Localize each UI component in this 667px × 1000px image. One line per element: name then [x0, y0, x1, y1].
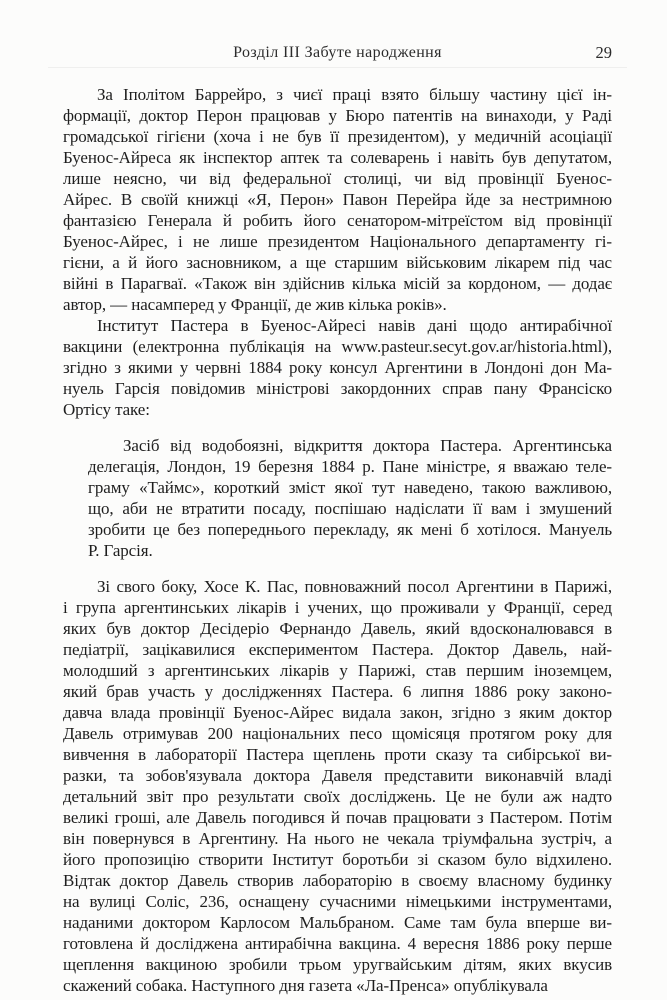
text-line: гієни, а й його засновником, а ще старшим військовим лікарем під час: [63, 253, 612, 272]
text-line: Ортісу таке:: [63, 400, 150, 419]
text-line: делегація, Лондон, 19 березня 1884 р. Пане міністре, я вважаю теле-: [88, 457, 612, 476]
text-line: зробити це без попереднього перекладу, як мені б хотілося. Мануель: [88, 520, 612, 539]
text-line: що, аби не втратити посаду, поспішаю надіслати її вам і змушений: [88, 499, 612, 518]
text-line: разки, та зобов'язувала доктора Давеля представити виконавчій владі: [63, 766, 612, 785]
text-line: він повернувся в Аргентину. На нього не чекала тріумфальна зустріч, а: [63, 829, 612, 848]
text-line: скажений собака. Наступного дня газета «Ла-Пренса» опублікувала: [63, 976, 548, 995]
blockquote-paragraph: [88, 435, 612, 561]
text-line: нуель Гарсія повідомив міністрові закордонних справ пану Франсіско: [63, 379, 612, 398]
text-line: Засіб від водобоязні, відкриття доктора Пастера. Аргентинська: [123, 436, 612, 455]
page-number: 29: [595, 43, 612, 62]
text-line: фантазією Генерала й робить його сенатором-мітреїстом від провінції: [63, 211, 612, 230]
text-line: граму «Таймс», короткий зміст якої тут наведено, такою важливою,: [88, 478, 612, 497]
text-line: Буенос-Айреса як інспектор аптек та солеварень і навіть був депутатом,: [63, 148, 612, 167]
text-line: Давель отримував 200 національних песо щомісяця протягом року для: [63, 724, 612, 743]
text-line: детальний звіт про результати своїх досліджень. Це не були аж надто: [63, 787, 612, 806]
text-line: Зі свого боку, Хосе К. Пас, повноважний посол Аргентини в Парижі,: [97, 577, 612, 596]
text-line: війні в Парагваї. «Також він здійснив кілька місій за кордоном, — додає: [63, 274, 612, 293]
text-line: згідно з якими у червні 1884 року консул Аргентини в Лондоні дон Ма-: [63, 358, 612, 377]
text-line: Буенос-Айрес, і не лише президентом Національного департаменту гі-: [63, 232, 612, 251]
text-line: і група аргентинських лікарів і учених, що проживали у Франції, серед: [63, 598, 612, 617]
text-line: Інститут Пастера в Буенос-Айресі навів дані щодо антирабічної: [97, 316, 612, 335]
text-line: готовлена й досліджена антирабічна вакцина. 4 вересня 1886 року перше: [63, 934, 612, 953]
text-line: За Іполітом Баррейро, з чиєї праці взято більшу частину цієї ін-: [97, 85, 612, 104]
text-line: який брав участь у дослідженнях Пастера. 6 липня 1886 року законо-: [63, 682, 612, 701]
body-paragraph: [63, 576, 612, 996]
text-line: вивчення в лабораторії Пастера щеплень проти сказу та сибірської ви-: [63, 745, 612, 764]
text-line: вакцини (електронна публікація на www.pasteur.secyt.gov.ar/historia.html),: [63, 337, 612, 356]
text-line: яких був доктор Десідеріо Фернандо Давель, який вдосконалювався в: [63, 619, 612, 638]
text-line: давча влада провінції Буенос-Айрес видала закон, згідно з яким доктор: [63, 703, 612, 722]
page-header: [63, 44, 612, 66]
text-block: [63, 84, 612, 996]
running-title: Розділ III Забуте народження: [233, 44, 442, 61]
body-paragraph: [63, 315, 612, 420]
text-line: наданими доктором Карлосом Мальбраном. Саме там була вперше ви-: [63, 913, 612, 932]
text-line: Р. Гарсія.: [88, 541, 153, 560]
text-line: великі гроші, але Давель погодився й почав працювати з Пастером. Потім: [63, 808, 612, 827]
text-line: Відтак доктор Давель створив лабораторію в своєму власному будинку: [63, 871, 612, 890]
text-line: формації, доктор Перон працював у Бюро патентів на винаходи, у Раді: [63, 106, 612, 125]
text-line: молодший з аргентинських лікарів у Парижі, став першим іноземцем,: [63, 661, 612, 680]
text-line: щеплення вакциною зробили трьом уругвайським дітям, яких вкусив: [63, 955, 612, 974]
text-line: педіатрії, зацікавилися експериментом Пастера. Доктор Давель, най-: [63, 640, 612, 659]
text-line: громадської гігієни (хоча і не був її президентом), у медичній асоціації: [63, 127, 612, 146]
body-paragraph: [63, 84, 612, 315]
text-line: на вулиці Соліс, 236, оснащену сучасними німецькими інструментами,: [63, 892, 612, 911]
text-line: його пропозицію створити Інститут боротьби зі сказом було відхилено.: [63, 850, 612, 869]
text-line: Айрес. В своїй книжці «Я, Перон» Павон Перейра йде за нестримною: [63, 190, 612, 209]
text-line: автор, — насамперед у Франції, де жив кілька років».: [63, 295, 447, 314]
text-line: лише неясно, чи від федеральної столиці, чи від провінції Буенос-: [63, 169, 612, 188]
